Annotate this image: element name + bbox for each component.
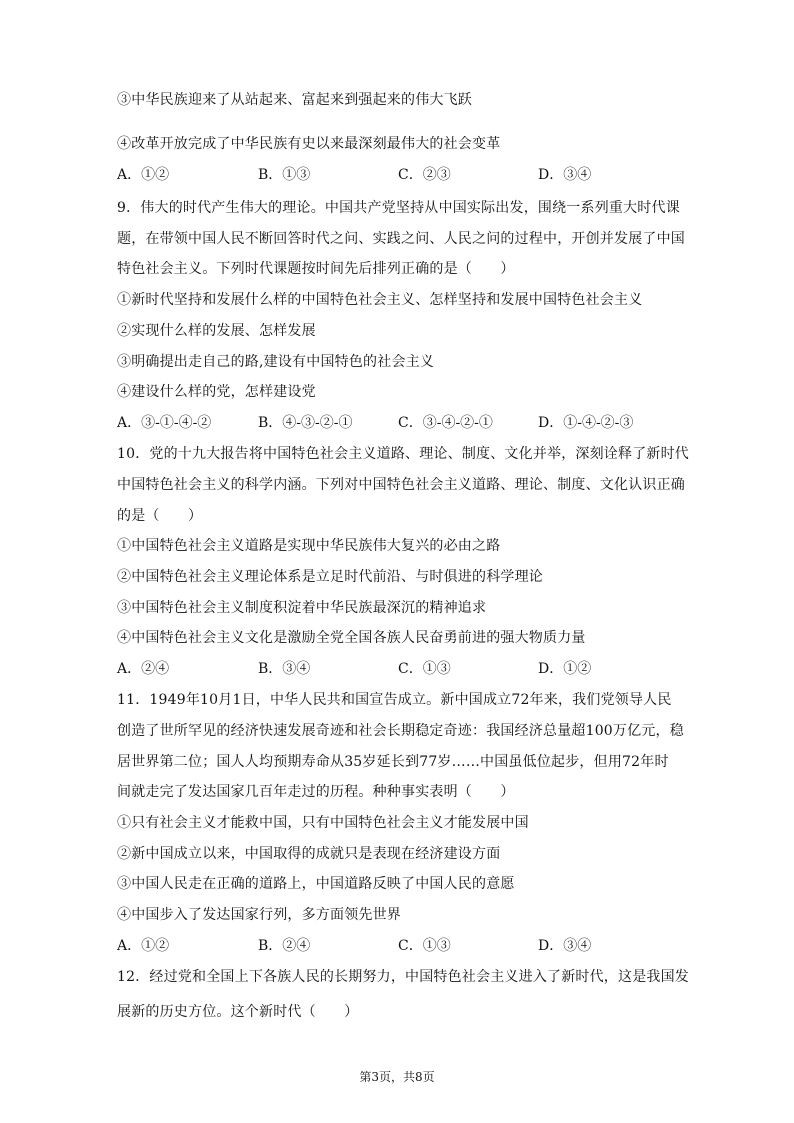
q11-stem-line-4: 间就走完了发达国家几百年走过的历程。种种事实表明（ ） xyxy=(117,784,515,800)
q8-option-b[interactable]: B．①③ xyxy=(258,167,311,183)
q8-options xyxy=(117,165,717,185)
q9-statement-3: ③明确提出走自己的路,建设有中国特色的社会主义 xyxy=(117,354,435,370)
q10-statement-3: ③中国特色社会主义制度积淀着中华民族最深沉的精神追求 xyxy=(117,600,487,616)
q8-statement-3: ③中华民族迎来了从站起来、富起来到强起来的伟大飞跃 xyxy=(117,92,472,108)
q12-stem-line-1: 12．经过党和全国上下各族人民的长期努力，中国特色社会主义进入了新时代，这是我国发 xyxy=(117,969,690,985)
q11-stem-line-2: 创造了世所罕见的经济快速发展奇迹和社会长期稳定奇迹：我国经济总量超100万亿元，稳 xyxy=(117,723,684,739)
q11-statement-3: ③中国人民走在正确的道路上，中国道路反映了中国人民的意愿 xyxy=(117,876,515,892)
q9-statement-2: ②实现什么样的发展、怎样发展 xyxy=(117,323,316,339)
q11-option-b[interactable]: B．②④ xyxy=(258,938,311,954)
q12-stem-line-2: 展新的历史方位。这个新时代（ ） xyxy=(117,1004,359,1020)
q9-option-a[interactable]: A．③-①-④-② xyxy=(117,415,212,431)
q10-option-b[interactable]: B．③④ xyxy=(258,661,311,677)
q11-stem-line-1: 11．1949年10月1日，中华人民共和国宣告成立。新中国成立72年来，我们党领导人民 xyxy=(117,692,672,708)
q10-option-c[interactable]: C．①③ xyxy=(398,661,451,677)
q11-option-c[interactable]: C．①③ xyxy=(398,938,451,954)
q9-option-c[interactable]: C．③-④-②-① xyxy=(398,415,493,431)
q8-option-d[interactable]: D．③④ xyxy=(538,167,592,183)
q9-statement-1: ①新时代坚持和发展什么样的中国特色社会主义、怎样坚持和发展中国特色社会主义 xyxy=(117,292,643,308)
q9-options xyxy=(117,413,717,433)
q11-statement-4: ④中国步入了发达国家行列，多方面领先世界 xyxy=(117,907,401,923)
q8-option-c[interactable]: C．②③ xyxy=(398,167,451,183)
q10-statement-1: ①中国特色社会主义道路是实现中华民族伟大复兴的必由之路 xyxy=(117,538,501,554)
q11-option-d[interactable]: D．③④ xyxy=(538,938,592,954)
q9-option-b[interactable]: B．④-③-②-① xyxy=(258,415,353,431)
q10-statement-2: ②中国特色社会主义理论体系是立足时代前沿、与时俱进的科学理论 xyxy=(117,569,543,585)
q10-stem-line-2: 中国特色社会主义的科学内涵。下列对中国特色社会主义道路、理论、制度、文化认识正确 xyxy=(117,477,685,493)
q10-stem-line-1: 10．党的十九大报告将中国特色社会主义道路、理论、制度、文化并举，深刻诠释了新时代 xyxy=(117,446,690,462)
q9-stem-line-3: 特色社会主义。下列时代课题按时间先后排列正确的是（ ） xyxy=(117,261,515,277)
q10-statement-4: ④中国特色社会主义文化是激励全党全国各族人民奋勇前进的强大物质力量 xyxy=(117,630,586,646)
q11-stem-line-3: 居世界第二位；国人人均预期寿命从35岁延长到77岁……中国虽低位起步，但用72年时 xyxy=(117,754,669,770)
q10-stem-line-3: 的是（ ） xyxy=(117,508,203,524)
q11-statement-1: ①只有社会主义才能救中国，只有中国特色社会主义才能发展中国 xyxy=(117,815,529,831)
q9-statement-4: ④建设什么样的党，怎样建设党 xyxy=(117,384,316,400)
q8-option-a[interactable]: A．①② xyxy=(117,167,170,183)
q11-statement-2: ②新中国成立以来，中国取得的成就只是表现在经济建设方面 xyxy=(117,846,501,862)
page-number: 第3页，共8页 xyxy=(359,1070,435,1084)
q10-option-a[interactable]: A．②④ xyxy=(117,661,170,677)
q10-option-d[interactable]: D．①② xyxy=(538,661,592,677)
q11-options xyxy=(117,936,717,956)
q10-options xyxy=(117,659,717,679)
q9-stem-line-2: 题，在带领中国人民不断回答时代之问、实践之问、人民之问的过程中，开创并发展了中国 xyxy=(117,231,685,247)
q9-stem-line-1: 9．伟大的时代产生伟大的理论。中国共产党坚持从中国实际出发，围绕一系列重大时代课 xyxy=(117,200,680,216)
q8-statement-4: ④改革开放完成了中华民族有史以来最深刻最伟大的社会变革 xyxy=(117,136,501,152)
q9-option-d[interactable]: D．①-④-②-③ xyxy=(538,415,634,431)
q11-option-a[interactable]: A．①② xyxy=(117,938,170,954)
